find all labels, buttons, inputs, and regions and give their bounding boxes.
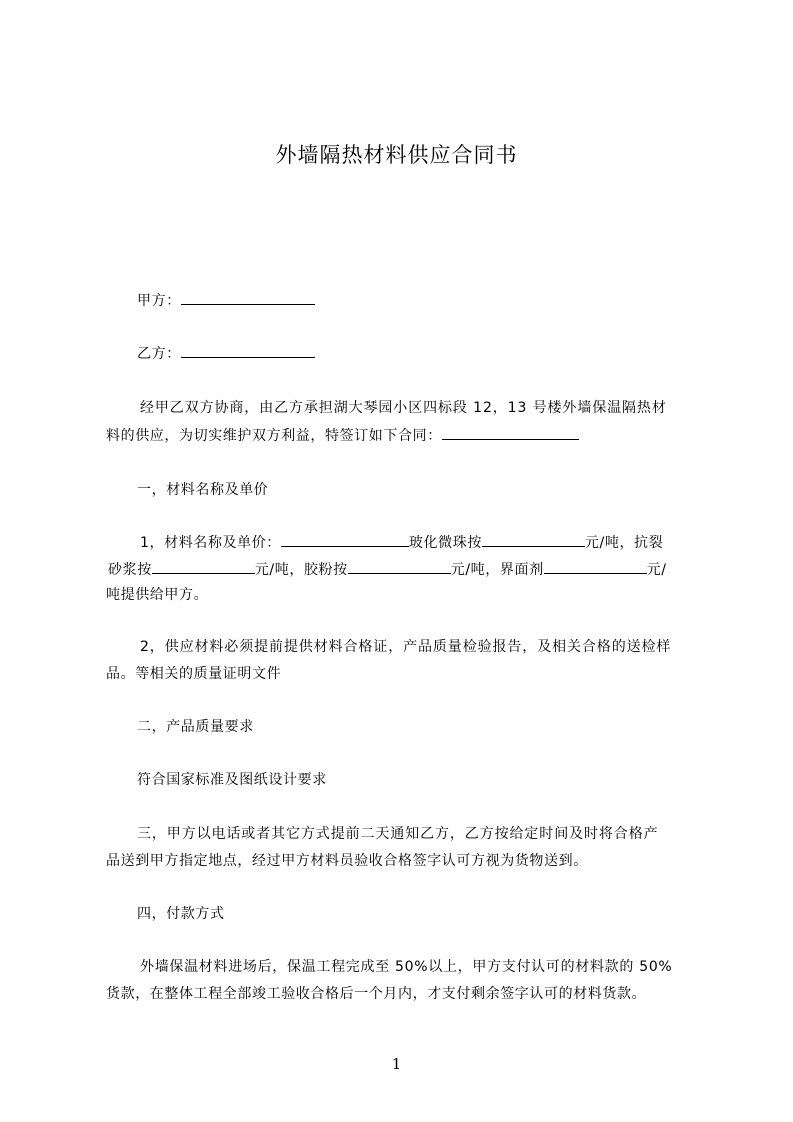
material-price-blank[interactable] — [345, 532, 409, 547]
party-a-blank[interactable] — [181, 290, 315, 305]
anti-crack-label: 抗裂 — [634, 535, 664, 551]
page-number: 1 — [391, 1055, 402, 1073]
section-4-line-1: 外墙保温材料进场后，保温工程完成至 50%以上，甲方支付认可的材料款的 50% — [140, 959, 673, 975]
interface-agent-label: 界面剂 — [499, 562, 544, 578]
section-4-heading: 四，付款方式 — [137, 906, 225, 922]
beads-label: 玻化微珠按 — [408, 535, 482, 551]
item-2-line-1: 2，供应材料必须提前提供材料合格证，产品质量检验报告，及相关合格的送检样 — [140, 639, 672, 655]
section-4-line-2: 货款，在整体工程全部竣工验收合格后一个月内，才支付剩余签字认可的材料货款。 — [106, 986, 647, 1002]
section-3-line-1: 三，甲方以电话或者其它方式提前二天通知乙方，乙方按给定时间及时将合格产 — [137, 826, 659, 842]
section-2-heading: 二，产品质量要求 — [137, 719, 254, 735]
interface-agent-price-blank[interactable] — [544, 559, 647, 574]
section-2-body: 符合国家标准及图纸设计要求 — [137, 772, 327, 788]
intro-line-2-text: 料的供应，为切实维护双方利益，特签订如下合同： — [106, 428, 442, 444]
material-name-blank[interactable] — [281, 532, 345, 547]
mortar-price-blank[interactable] — [152, 559, 255, 574]
mortar-unit: 元/吨， — [254, 562, 304, 578]
intro-blank[interactable] — [442, 425, 579, 440]
intro-line-2 — [106, 425, 579, 446]
party-b-line — [137, 343, 315, 364]
mortar-label: 砂浆按 — [108, 562, 152, 578]
item-1-line-3: 吨提供给甲方。 — [106, 587, 209, 603]
item-1-line-2 — [108, 559, 667, 580]
glue-powder-price-blank[interactable] — [348, 559, 451, 574]
glue-powder-label: 胶粉按 — [303, 562, 348, 578]
intro-line-1: 经甲乙双方协商，由乙方承担湖大琴园小区四标段 12，13 号楼外墙保温隔热材 — [140, 400, 667, 416]
item-2-line-2: 品。等相关的质量证明文件 — [106, 666, 282, 682]
interface-agent-unit: 元/ — [646, 562, 667, 578]
party-a-line — [137, 290, 315, 311]
section-1-heading: 一，材料名称及单价 — [137, 482, 269, 498]
beads-price-blank[interactable] — [482, 532, 585, 547]
beads-unit: 元/吨， — [584, 535, 635, 551]
page-title: 外墙隔热材料供应合同书 — [275, 143, 518, 167]
item-1-prefix: 1，材料名称及单价： — [140, 535, 281, 551]
section-3-line-2: 品送到甲方指定地点，经过甲方材料员验收合格签字认可方视为货物送到。 — [106, 853, 588, 869]
item-1-line-1 — [140, 532, 663, 553]
party-b-label: 乙方： — [137, 346, 181, 362]
glue-powder-unit: 元/吨， — [450, 562, 500, 578]
party-b-blank[interactable] — [181, 343, 315, 358]
party-a-label: 甲方： — [137, 293, 181, 309]
